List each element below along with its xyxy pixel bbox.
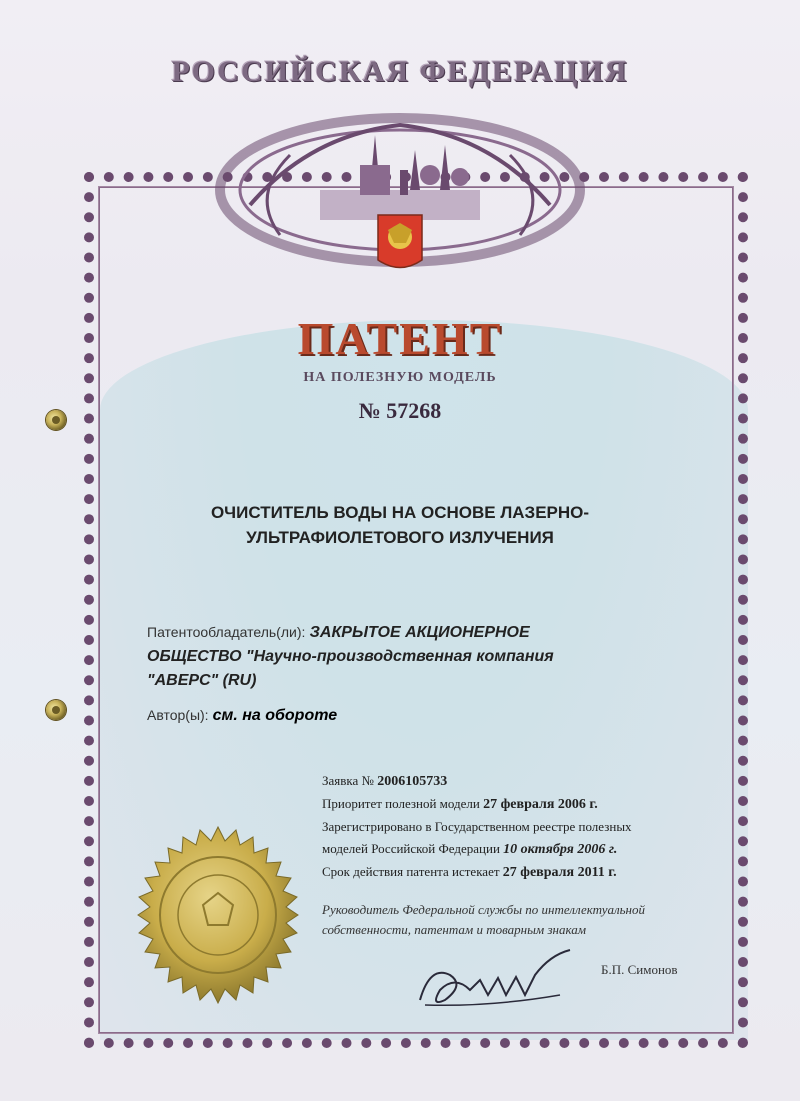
director-line: собственности, патентам и товарным знакам bbox=[322, 922, 587, 937]
holder-label: Патентообладатель(ли): bbox=[147, 624, 306, 640]
validity-date: 27 февраля 2011 г. bbox=[502, 865, 617, 880]
patent-subtitle: НА ПОЛЕЗНУЮ МОДЕЛЬ bbox=[303, 370, 497, 385]
signer-name: Б.П. Симонов bbox=[601, 962, 678, 977]
priority-line bbox=[322, 793, 722, 816]
gold-seal-icon bbox=[128, 825, 308, 1005]
registered-date: 10 октября 2006 г. bbox=[503, 842, 618, 857]
priority-label: Приоритет полезной модели bbox=[322, 796, 480, 811]
country-title: РОССИЙСКАЯ ФЕДЕРАЦИЯ bbox=[171, 55, 629, 88]
holder-value: "АВЕРС" (RU) bbox=[147, 672, 257, 689]
application-number: 2006105733 bbox=[377, 774, 448, 789]
authors bbox=[147, 707, 667, 725]
model-title-line: УЛЬТРАФИОЛЕТОВОГО ИЗЛУЧЕНИЯ bbox=[246, 528, 554, 547]
model-title bbox=[150, 500, 650, 550]
application-line bbox=[322, 770, 722, 793]
validity-line bbox=[322, 861, 722, 884]
document-type: ПАТЕНТ bbox=[297, 313, 503, 364]
holder-value: ОБЩЕСТВО "Научно-производственная компания bbox=[147, 648, 554, 665]
patent-details bbox=[322, 770, 722, 884]
patent-holder bbox=[147, 620, 667, 693]
patent-number: № 57268 bbox=[358, 398, 442, 423]
registered-label: моделей Российской Федерации bbox=[322, 841, 500, 856]
kremlin-emblem-icon bbox=[210, 95, 590, 305]
signature-icon bbox=[410, 945, 580, 1015]
director-line: Руководитель Федеральной службы по интеллектуальной bbox=[322, 902, 646, 917]
priority-date: 27 февраля 2006 г. bbox=[483, 797, 598, 812]
author-label: Автор(ы): bbox=[147, 707, 209, 723]
binding-rivet-icon bbox=[46, 700, 66, 720]
validity-label: Срок действия патента истекает bbox=[322, 864, 500, 879]
director-title bbox=[322, 900, 742, 940]
author-value: см. на обороте bbox=[212, 707, 338, 724]
registered-line: Зарегистрировано в Государственном реестре полезных bbox=[322, 819, 632, 834]
registered-line-2 bbox=[322, 838, 722, 861]
holder-value: ЗАКРЫТОЕ АКЦИОНЕРНОЕ bbox=[309, 624, 530, 641]
model-title-line: ОЧИСТИТЕЛЬ ВОДЫ НА ОСНОВЕ ЛАЗЕРНО- bbox=[210, 503, 590, 522]
application-label: Заявка № bbox=[322, 773, 374, 788]
